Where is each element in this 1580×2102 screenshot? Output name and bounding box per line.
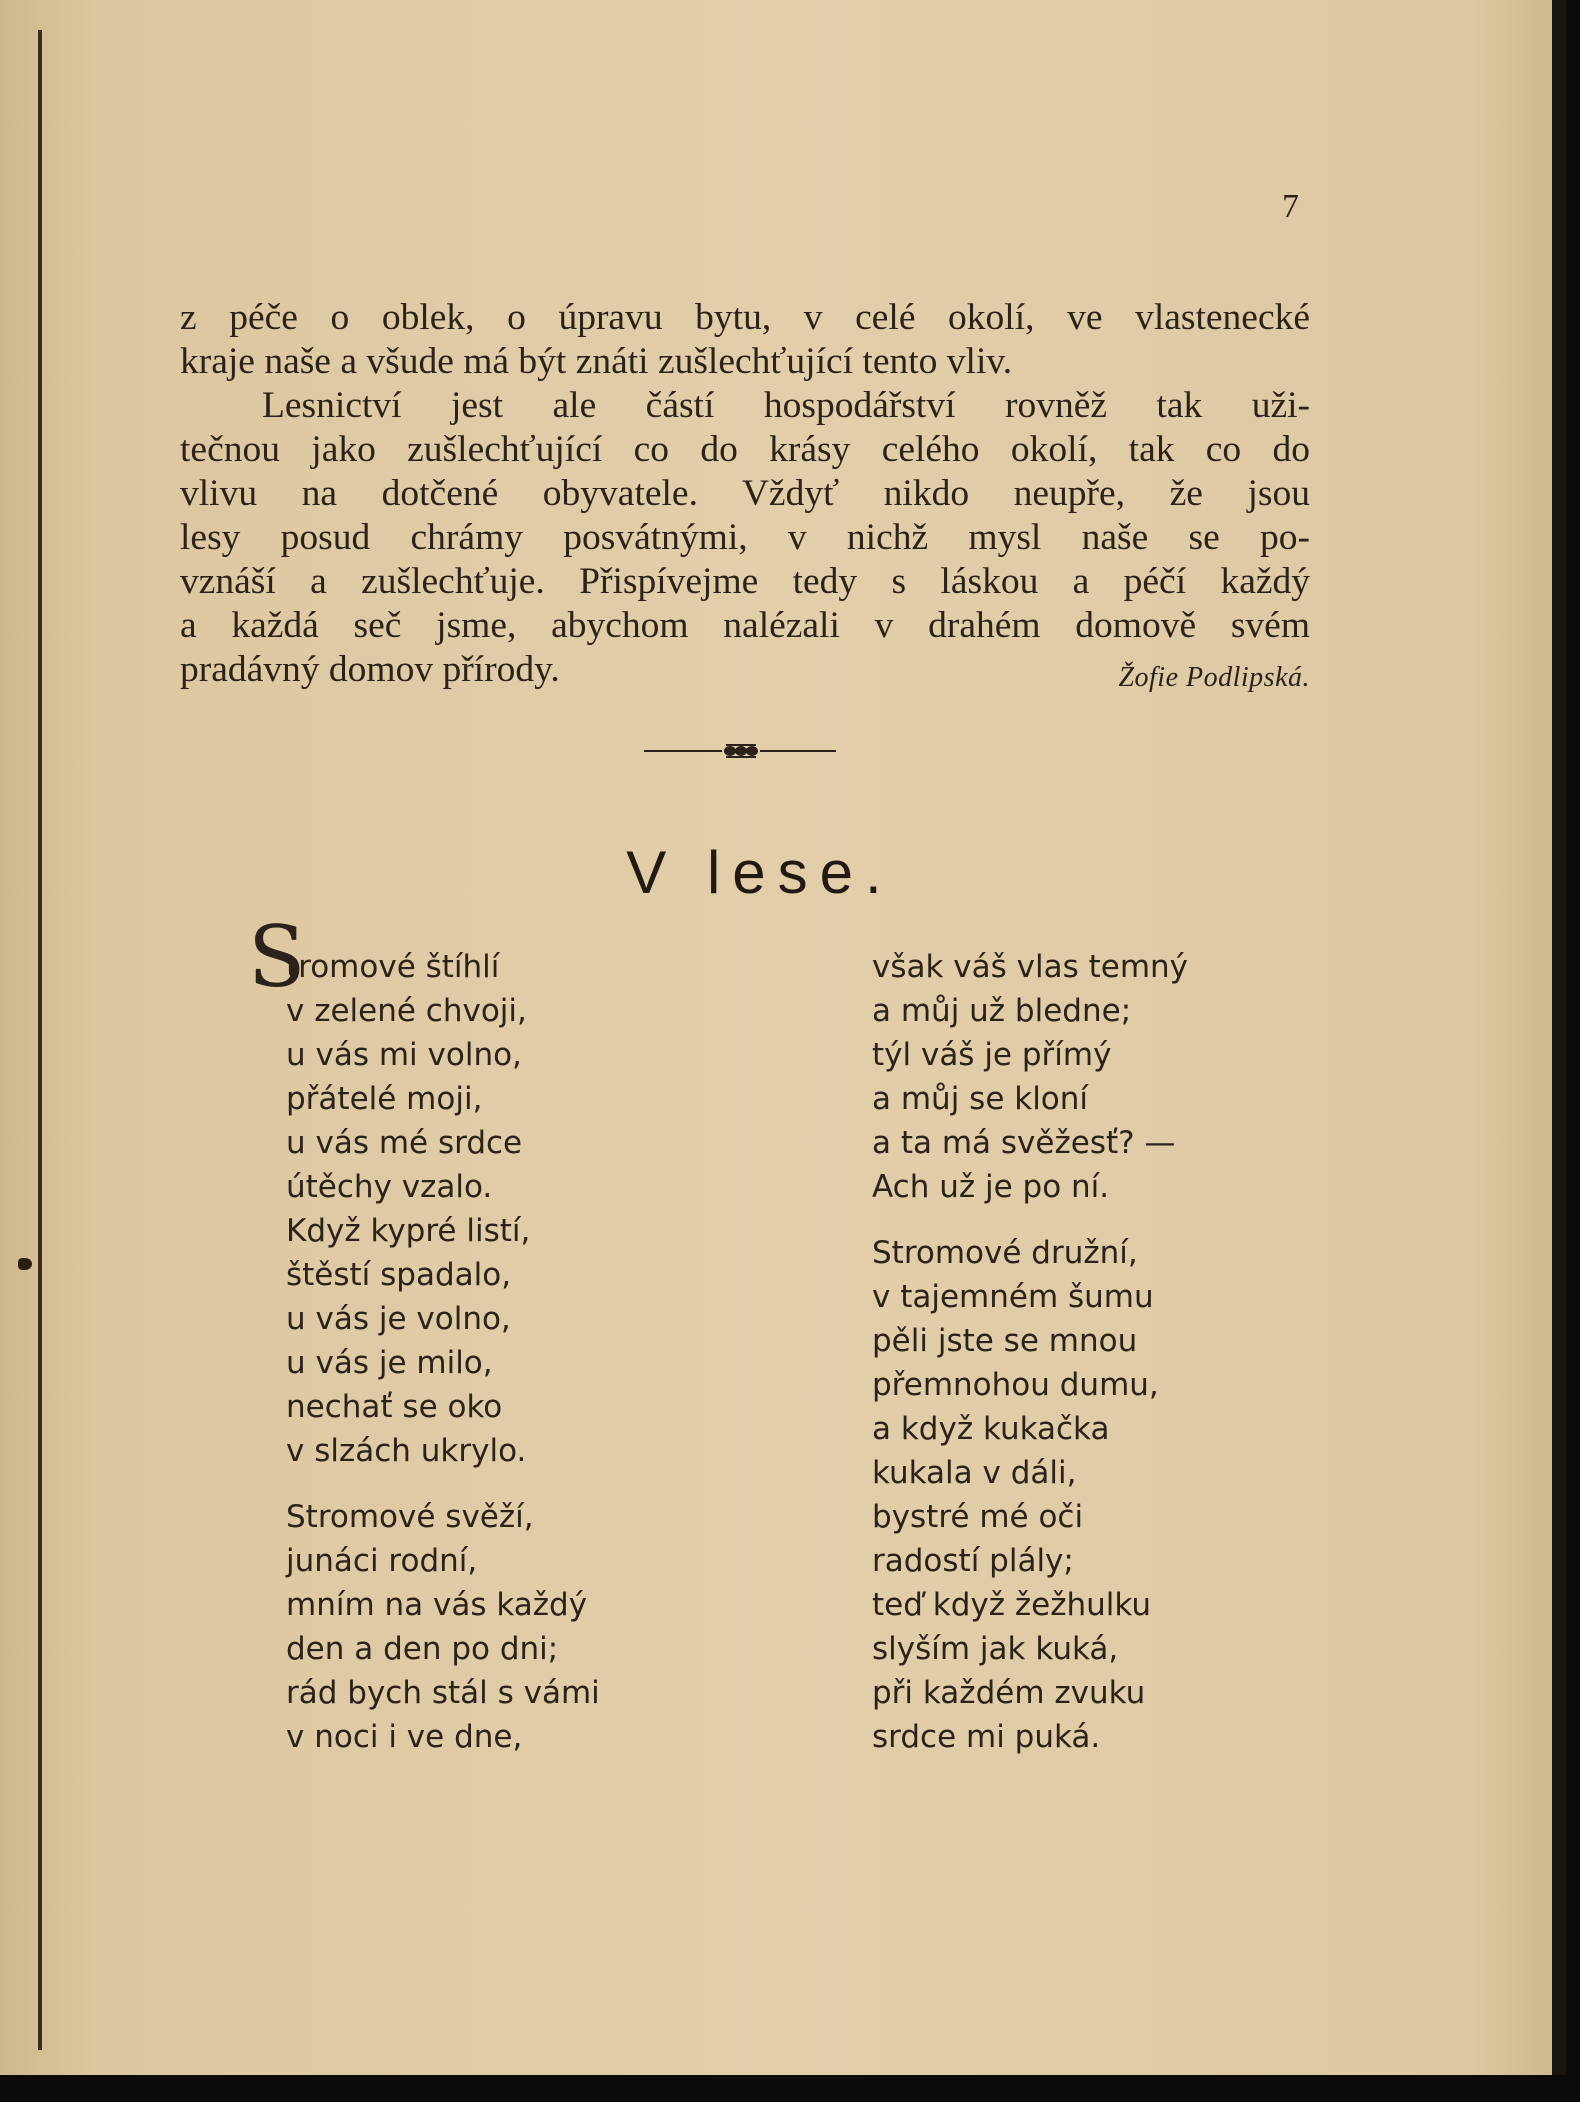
page-number: 7 bbox=[1282, 188, 1299, 225]
gutter-mark bbox=[18, 1258, 32, 1270]
binding-gutter-line bbox=[38, 30, 42, 2050]
poem-verse: Ach už je po ní. bbox=[872, 1169, 1110, 1205]
poem-stanza bbox=[248, 908, 600, 1473]
poem-verse: junáci rodní, bbox=[286, 1543, 478, 1579]
poem-verse: nechať se oko bbox=[286, 1389, 503, 1425]
prose-line: kraje naše a všude má být znáti zušlechťující tento vliv. bbox=[180, 341, 1013, 382]
prose-last-line bbox=[180, 648, 1310, 692]
poem-verse: mním na vás každý bbox=[286, 1587, 588, 1623]
author-signature: Žofie Podlipská. bbox=[1118, 662, 1310, 693]
poem-verse: Když kypré listí, bbox=[286, 1213, 531, 1249]
poem-right-column bbox=[872, 945, 1188, 1781]
poem-verse: přemnohou dumu, bbox=[872, 1367, 1159, 1403]
poem-verse: kukala v dáli, bbox=[872, 1455, 1077, 1491]
poem-verse: útěchy vzalo. bbox=[286, 1169, 493, 1205]
poem-verse: u vás mé srdce bbox=[286, 1125, 523, 1161]
poem-verse: radostí plály; bbox=[872, 1543, 1074, 1579]
poem-verse: Stromové družní, bbox=[872, 1235, 1138, 1271]
poem-verse: slyším jak kuká, bbox=[872, 1631, 1119, 1667]
poem-verse: štěstí spadalo, bbox=[286, 1257, 512, 1293]
poem-verse: a když kukačka bbox=[872, 1411, 1110, 1447]
drop-cap: S bbox=[248, 908, 306, 1006]
poem-stanza bbox=[286, 1495, 600, 1759]
poem-verse: a můj už bledne; bbox=[872, 993, 1132, 1029]
prose-last-text: pradávný domov přírody. bbox=[180, 649, 560, 690]
prose-line: a každá seč jsme, abychom nalézali v drahém domově svém bbox=[180, 605, 1310, 646]
prose-paragraphs bbox=[180, 296, 1310, 692]
poem-verse: den a den po dni; bbox=[286, 1631, 559, 1667]
poem-verse: rád bych stál s vámi bbox=[286, 1675, 600, 1711]
poem-verse: v slzách ukrylo. bbox=[286, 1433, 527, 1469]
poem-left-column bbox=[248, 908, 600, 1781]
prose-line: z péče o oblek, o úpravu bytu, v celé okolí, ve vlastenecké bbox=[180, 297, 1310, 338]
poem-verse: srdce mi puká. bbox=[872, 1719, 1101, 1755]
poem-verse: v noci i ve dne, bbox=[286, 1719, 523, 1755]
poem-first-verse bbox=[248, 908, 600, 1006]
poem-verse: v zelené chvoji, bbox=[286, 993, 527, 1029]
poem-verse: při každém zvuku bbox=[872, 1675, 1146, 1711]
poem-verse: a ta má svěžesť? — bbox=[872, 1125, 1176, 1161]
poem-verse-text: tromové štíhlí bbox=[286, 949, 500, 985]
ornament-divider-icon bbox=[640, 736, 840, 766]
poem-verse: u vás je milo, bbox=[286, 1345, 493, 1381]
poem-verse: v tajemném šumu bbox=[872, 1279, 1154, 1315]
prose-line: vlivu na dotčené obyvatele. Vždyť nikdo neupře, že jsou bbox=[180, 473, 1310, 514]
poem-verse: bystré mé oči bbox=[872, 1499, 1084, 1535]
poem-verse: pěli jste se mnou bbox=[872, 1323, 1138, 1359]
poem-verse: u vás mi volno, bbox=[286, 1037, 522, 1073]
poem-stanza bbox=[872, 1231, 1188, 1759]
poem-verse: a můj se kloní bbox=[872, 1081, 1089, 1117]
poem-verse: přátelé moji, bbox=[286, 1081, 483, 1117]
prose-line: lesy posud chrámy posvátnými, v nichž mysl naše se po- bbox=[180, 517, 1310, 558]
poem-verse: týl váš je přímý bbox=[872, 1037, 1112, 1073]
page-edge-shadow bbox=[1552, 0, 1566, 2075]
prose-line: vznáší a zušlechťuje. Přispívejme tedy s láskou a péčí každý bbox=[180, 561, 1310, 602]
poem-title: V lese. bbox=[626, 839, 894, 906]
poem-stanza bbox=[872, 945, 1188, 1209]
poem-verse: teď když žežhulku bbox=[872, 1587, 1152, 1623]
poem-verse: u vás je volno, bbox=[286, 1301, 511, 1337]
prose-line: tečnou jako zušlechťující co do krásy celého okolí, tak co do bbox=[180, 429, 1310, 470]
poem-verse: však váš vlas temný bbox=[872, 949, 1189, 985]
poem-verse: Stromové svěží, bbox=[286, 1499, 534, 1535]
prose-line: Lesnictví jest ale částí hospodářství rovněž tak uži- bbox=[262, 385, 1310, 426]
